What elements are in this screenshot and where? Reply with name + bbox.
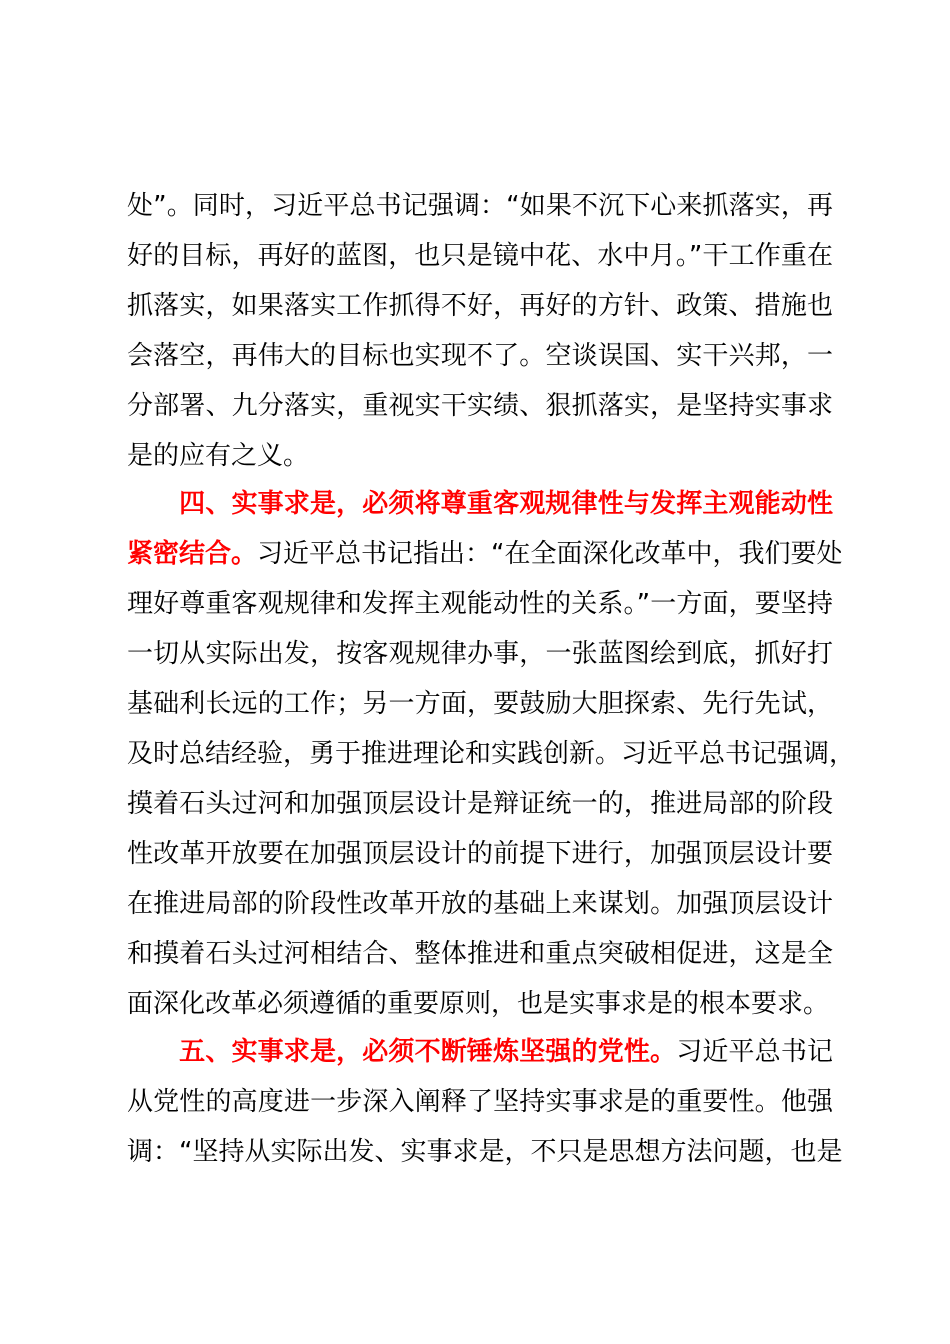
paragraph-line [127,529,843,579]
paragraph-line: 性改革开放要在加强顶层设计的前提下进行，加强顶层设计要 [127,839,833,869]
paragraph-line: 和摸着石头过河相结合、整体推进和重点突破相促进，这是全 [127,939,833,969]
paragraph-line: 处”。同时，习近平总书记强调：“如果不沉下心来抓落实，再 [127,191,833,221]
paragraph-line: 好的目标，再好的蓝图，也只是镜中花、水中月。”干工作重在 [127,241,833,271]
paragraph-line: 理好尊重客观规律和发挥主观能动性的关系。”一方面，要坚持 [127,589,833,619]
paragraph-line: 一切从实际出发，按客观规律办事，一张蓝图绘到底，抓好打 [127,639,833,669]
paragraph-line: 面深化改革必须遵循的重要原则，也是实事求是的根本要求。 [127,989,830,1019]
paragraph-line: 基础利长远的工作；另一方面，要鼓励大胆探索、先行先试， [127,689,833,719]
section-heading-4: 四、实事求是，必须将尊重客观规律性与发挥主观能动性 [179,489,833,519]
section-heading-5: 五、实事求是，必须不断锤炼坚强的党性。 [179,1037,677,1067]
paragraph-line: 分部署、九分落实，重视实干实绩、狠抓落实，是坚持实事求 [127,391,833,421]
paragraph-line: 及时总结经验，勇于推进理论和实践创新。习近平总书记强调， [127,739,856,769]
paragraph-line: 调：“坚持从实际出发、实事求是，不只是思想方法问题，也是 [127,1137,843,1167]
paragraph-3 [127,1027,843,1177]
paragraph-heading-line [127,1027,833,1077]
paragraph-line: 从党性的高度进一步深入阐释了坚持实事求是的重要性。他强 [127,1087,833,1117]
paragraph-line: 在推进局部的阶段性改革开放的基础上来谋划。加强顶层设计 [127,889,833,919]
paragraph-1 [127,181,833,481]
paragraph-line: 抓落实，如果落实工作抓得不好，再好的方针、政策、措施也 [127,291,833,321]
paragraph-line: 会落空，再伟大的目标也实现不了。空谈误国、实干兴邦，一 [127,341,833,371]
paragraph-line: 摸着石头过河和加强顶层设计是辩证统一的，推进局部的阶段 [127,789,833,819]
paragraph-text: 习近平总书记 [676,1037,833,1067]
paragraph-heading-line [127,479,833,529]
paragraph-line: 是的应有之义。 [127,441,310,471]
paragraph-text: 习近平总书记指出：“在全面深化改革中，我们要处 [257,539,843,569]
paragraph-2 [127,479,856,1029]
section-heading-4-cont: 紧密结合。 [127,539,258,569]
